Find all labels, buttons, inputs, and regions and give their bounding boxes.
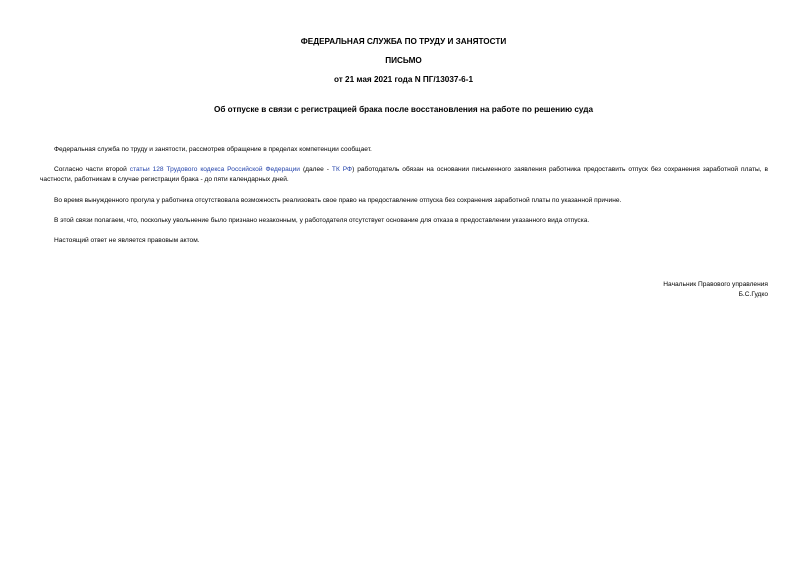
paragraph-2-after: ) работодатель обязан на основании письменного заявления работника предоставить отпуск без сохранения заработной платы, в частности, работникам в случае регистрации брака - до пяти календарных дней.: [40, 166, 768, 183]
article-128-link[interactable]: статьи 128 Трудового кодекса Российской Федерации: [129, 166, 300, 173]
signature-name: Б.С.Гудко: [738, 291, 768, 298]
document-date-number: от 21 мая 2021 года N ПГ/13037-6-1: [333, 75, 474, 84]
document-type: ПИСЬМО: [385, 56, 422, 65]
paragraph-4: В этой связи полагаем, что, поскольку увольнение было признано незаконным, у работодателя отсутствует основание для отказа в предоставлении указанного вида отпуска.: [54, 217, 590, 224]
signature-position: Начальник Правового управления: [663, 281, 768, 288]
paragraph-1: Федеральная служба по труду и занятости, рассмотрев обращение в пределах компетенции сообщает.: [54, 146, 372, 153]
agency-title: ФЕДЕРАЛЬНАЯ СЛУЖБА ПО ТРУДУ И ЗАНЯТОСТИ: [300, 37, 507, 46]
document-body: [40, 145, 768, 246]
document-subject: Об отпуске в связи с регистрацией брака после восстановления на работе по решению суда: [213, 105, 594, 114]
paragraph-3: Во время вынужденного прогула у работника отсутствовала возможность реализовать свое право на предоставление отпуска без сохранения заработной платы по указанной причине.: [54, 197, 622, 204]
paragraph-2: [40, 165, 768, 185]
paragraph-2-middle: (далее -: [300, 166, 332, 173]
tk-rf-link[interactable]: ТК РФ: [331, 166, 353, 173]
paragraph-5: Настоящий ответ не является правовым актом.: [54, 237, 200, 244]
paragraph-2-before: Согласно части второй: [54, 166, 130, 173]
